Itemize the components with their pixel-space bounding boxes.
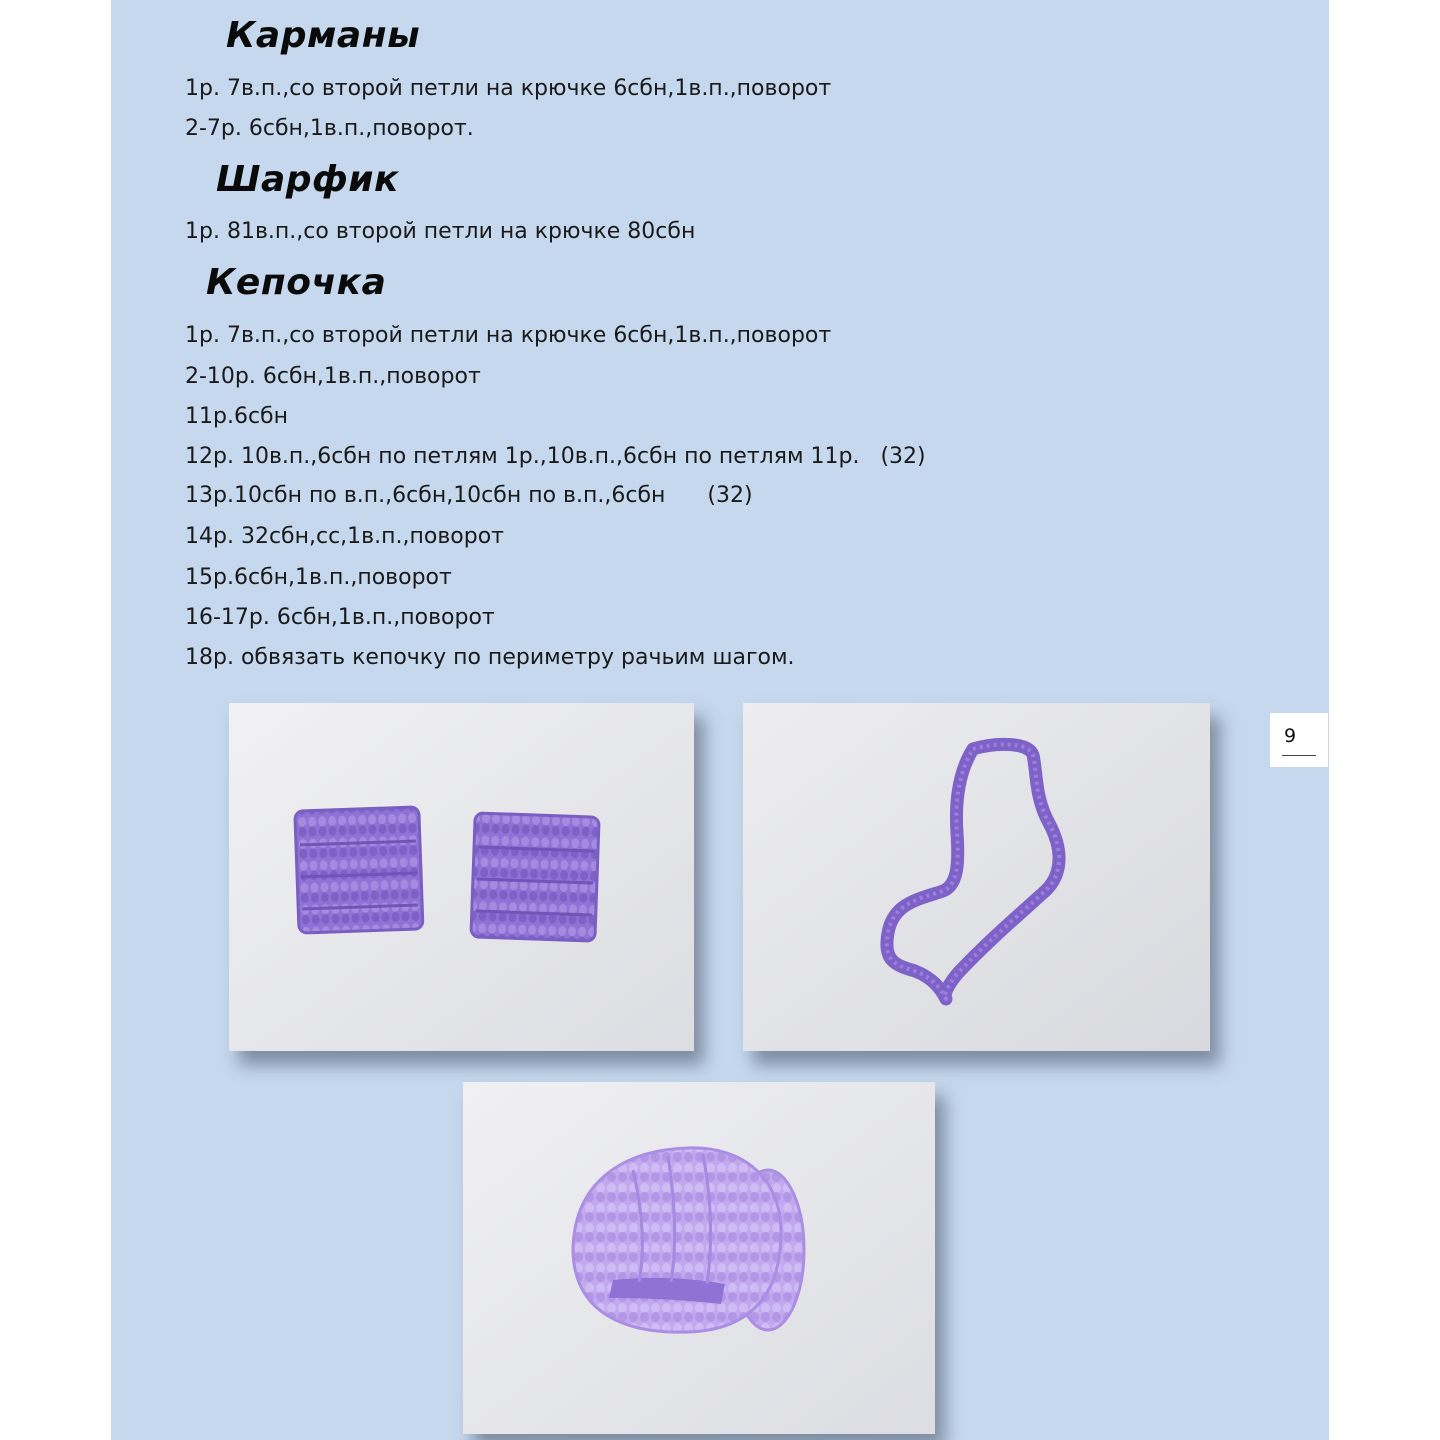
page-number: 9 <box>1284 725 1297 747</box>
cap-row-8: 16-17р. 6сбн,1в.п.,поворот <box>185 605 495 630</box>
cap-row-7: 15р.6сбн,1в.п.,поворот <box>185 565 452 590</box>
cap-row-9: 18р. обвязать кепочку по периметру рачьим шагом. <box>185 645 795 670</box>
pockets-photo <box>229 703 694 1051</box>
cap-heading: Кепочка <box>206 262 387 303</box>
scarf-photo <box>743 703 1210 1051</box>
crocheted-cap-image <box>463 1082 935 1434</box>
cap-photo <box>463 1082 935 1434</box>
scarf-row-1: 1р. 81в.п.,со второй петли на крючке 80сбн <box>185 219 696 244</box>
cap-row-4: 12р. 10в.п.,6сбн по петлям 1р.,10в.п.,6сбн по петлям 11р. (32) <box>185 444 926 469</box>
page-number-box <box>1270 713 1328 767</box>
cap-row-2: 2-10р. 6сбн,1в.п.,поворот <box>185 364 481 389</box>
cap-row-1: 1р. 7в.п.,со второй петли на крючке 6сбн,1в.п.,поворот <box>185 323 832 348</box>
cap-row-6: 14р. 32сбн,сс,1в.п.,поворот <box>185 524 504 549</box>
pockets-heading: Карманы <box>226 15 421 56</box>
crocheted-scarf-image <box>743 703 1210 1051</box>
page-number-rule <box>1282 755 1316 756</box>
pockets-row-2: 2-7р. 6сбн,1в.п.,поворот. <box>185 116 474 141</box>
pockets-row-1: 1р. 7в.п.,со второй петли на крючке 6сбн,1в.п.,поворот <box>185 76 832 101</box>
scarf-heading: Шарфик <box>216 159 399 200</box>
cap-row-3: 11р.6сбн <box>185 404 288 429</box>
crocheted-pockets-image <box>229 703 694 1051</box>
cap-row-5: 13р.10сбн по в.п.,6сбн,10сбн по в.п.,6сбн (32) <box>185 483 753 508</box>
